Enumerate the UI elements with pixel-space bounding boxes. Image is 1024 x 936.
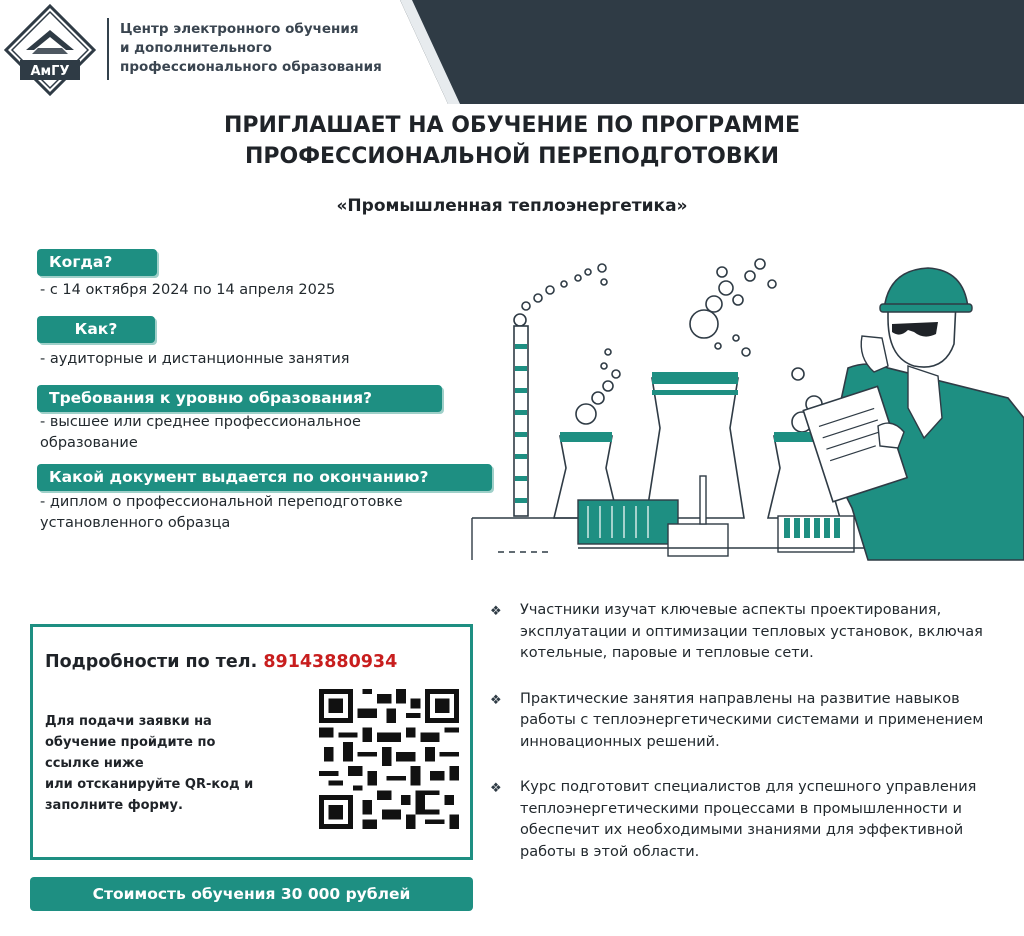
list-item <box>490 600 1010 665</box>
apply-line: Для подачи заявки на <box>45 714 212 729</box>
price-badge: Стоимость обучения 30 000 рублей <box>30 877 473 911</box>
apply-line: заполните форму. <box>45 798 183 813</box>
amgu-logo-icon <box>4 4 96 96</box>
apply-line: ссылке ниже <box>45 756 144 771</box>
answer-document: - диплом о профессиональной переподготовке установленного образца <box>40 494 403 531</box>
diamond-bullet-icon: ❖ <box>490 692 502 708</box>
industrial-worker-illustration <box>468 248 1024 568</box>
org-name <box>120 20 410 77</box>
answer-how: - аудиторные и дистанционные занятия <box>40 351 350 367</box>
answer-education: - высшее или среднее профессиональное образование <box>40 414 361 451</box>
question-when: Когда? <box>37 249 157 276</box>
answer-when: - с 14 октября 2024 по 14 апреля 2025 <box>40 282 336 298</box>
qr-code-icon[interactable] <box>319 689 459 829</box>
page-title <box>120 110 904 172</box>
question-document: Какой документ выдается по окончанию? <box>37 464 492 491</box>
list-item <box>490 777 1010 863</box>
header-band <box>400 0 1024 104</box>
title-line: ПРИГЛАШАЕТ НА ОБУЧЕНИЕ ПО ПРОГРАММЕ <box>223 113 800 138</box>
org-line: Центр электронного обучения <box>120 21 359 37</box>
diamond-bullet-icon: ❖ <box>490 781 502 796</box>
logo-separator <box>107 18 109 80</box>
org-line: профессионального образования <box>120 59 382 75</box>
phone-number[interactable]: 89143880934 <box>263 652 398 672</box>
question-education: Требования к уровню образования? <box>37 385 442 412</box>
list-item-text: Практические занятия направлены на развитие навыков работы с теплоэнергетическими системами и применением инновационных решений. <box>520 690 984 750</box>
question-how: Как? <box>37 316 155 343</box>
list-item-text: Участники изучат ключевые аспекты проектирования, эксплуатации и оптимизации тепловых установок, включая котельные, паровые и тепловые сети. <box>520 602 983 661</box>
phone-line <box>45 652 397 672</box>
logo-text: АмГУ <box>30 64 70 79</box>
list-item-text: Курс подготовит специалистов для успешного управления теплоэнергетическими процессами в промышленности и обеспечит их необходимыми знаниями для эффективной работы в этой области. <box>520 779 977 860</box>
program-name: «Промышленная теплоэнергетика» <box>336 196 688 216</box>
list-item <box>490 689 1010 754</box>
phone-label: Подробности по тел. <box>45 652 258 672</box>
apply-line: обучение пройдите по <box>45 735 216 750</box>
title-line: ПРОФЕССИОНАЛЬНОЙ ПЕРЕПОДГОТОВКИ <box>244 144 780 169</box>
diamond-bullet-icon: ❖ <box>490 604 502 619</box>
feature-list <box>490 600 1010 887</box>
org-line: и дополнительного <box>120 40 272 56</box>
apply-line: или отсканируйте QR-код и <box>45 777 254 792</box>
contact-box <box>30 624 473 860</box>
apply-instructions <box>45 711 305 816</box>
